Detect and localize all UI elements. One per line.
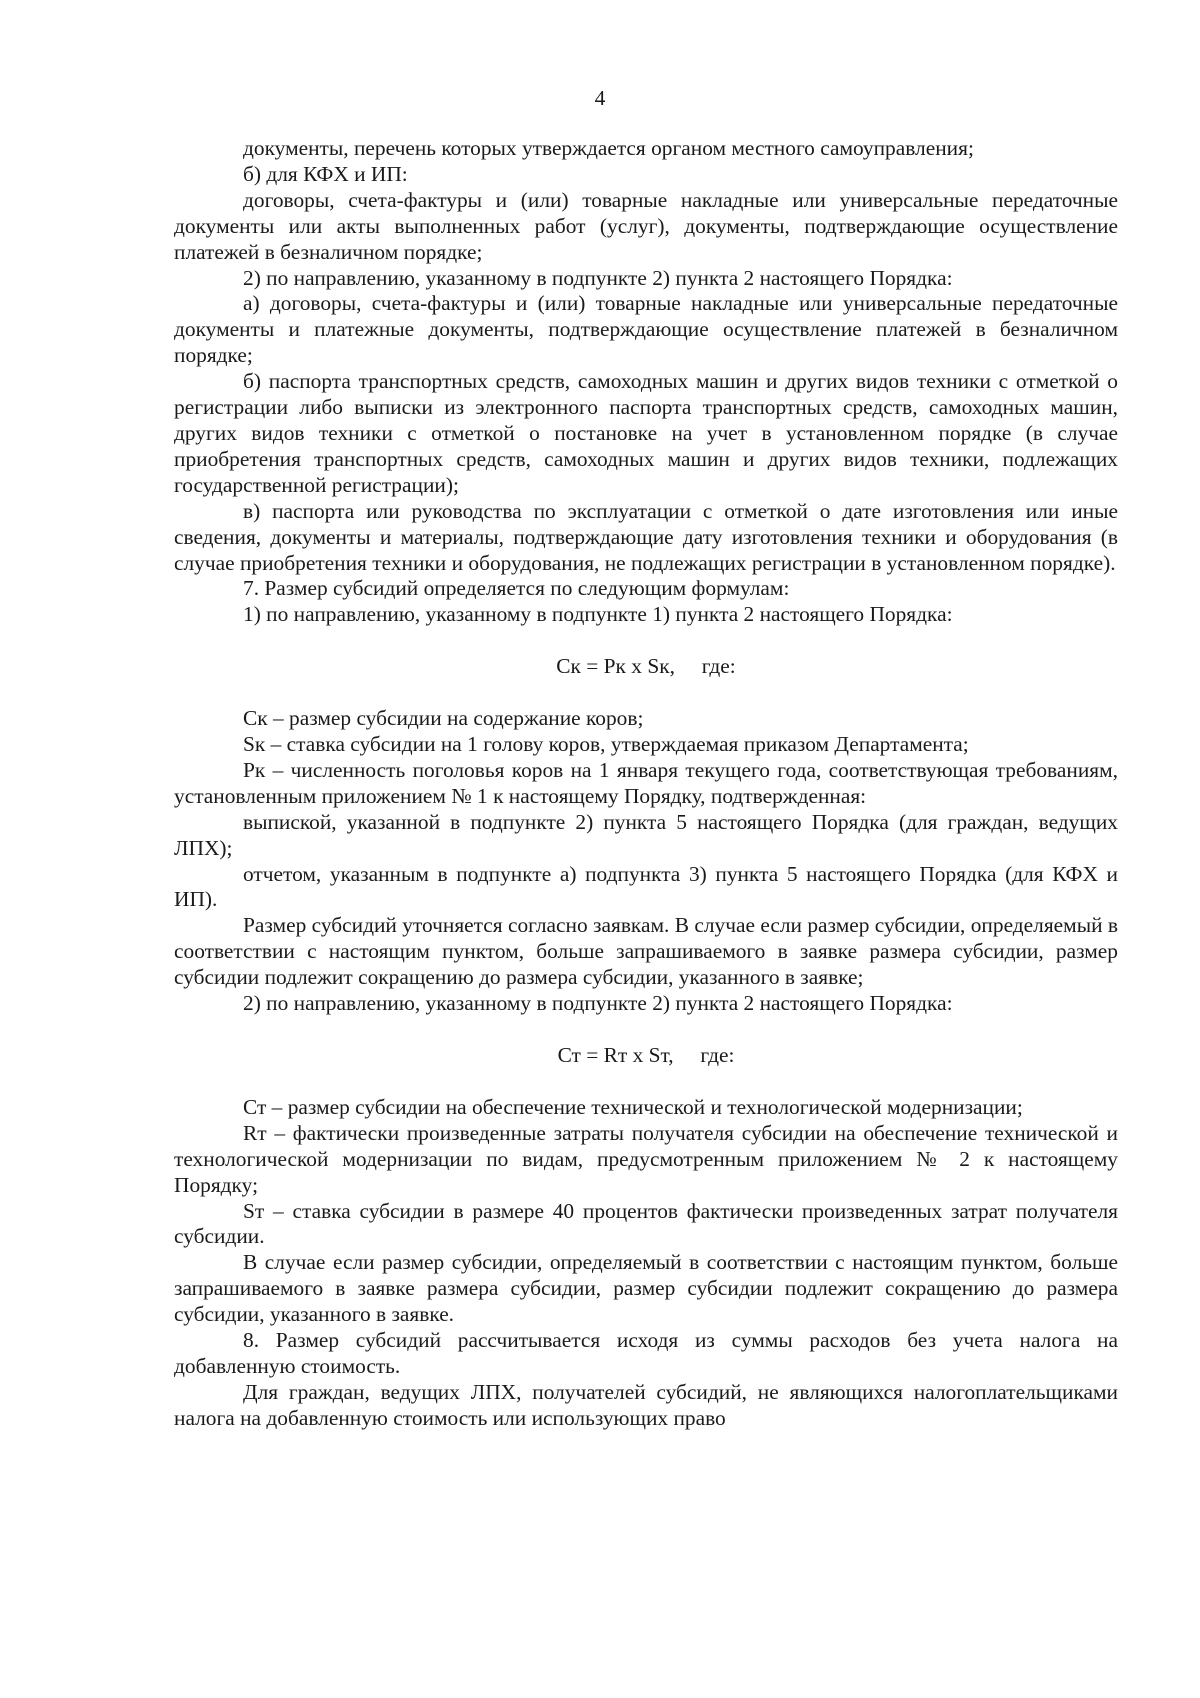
paragraph: в) паспорта или руководства по эксплуатации с отметкой о дате изготовления или иные сведения, документы и материалы, подтверждающие дату изготовления техники и оборудования (в случае приобретения техники и оборудования, не подлежащих регистрации в установленном порядке). [174,498,1118,575]
paragraph: выпиской, указанной в подпункте 2) пункта 5 настоящего Порядка (для граждан, ведущих ЛПХ); [174,809,1118,860]
paragraph: Рк – численность поголовья коров на 1 января текущего года, соответствующая требованиям, установленным приложением № 1 к настоящему Порядку, подтвержденная: [174,757,1118,808]
paragraph: Rт – фактически произведенные затраты получателя субсидии на обеспечение технической и технологической модернизации по видам, предусмотренным приложением № 2 к настоящему Порядку; [174,1120,1118,1197]
paragraph: В случае если размер субсидии, определяемый в соответствии с настоящим пунктом, больше запрашиваемого в заявке размера субсидии, размер субсидии подлежит сокращению до размера субсидии, указанного в заявке. [174,1250,1118,1327]
page-number: 4 [594,86,606,110]
paragraph: документы, перечень которых утверждается органом местного самоуправления; [243,136,974,160]
document-body [174,136,1118,1432]
paragraph: 1) по направлению, указанному в подпункте 1) пункта 2 настоящего Порядка: [243,602,953,627]
paragraph: б) для КФХ и ИП: [243,161,408,186]
paragraph: 2) по направлению, указанному в подпункте 2) пункта 2 настоящего Порядка: [243,991,953,1016]
paragraph: договоры, счета-фактуры и (или) товарные накладные или универсальные передаточные документы или акты выполненных работ (услуг), документы, подтверждающие осуществление платежей в безналичном порядке; [174,187,1118,264]
paragraph: 8. Размер субсидий рассчитывается исходя из суммы расходов без учета налога на добавленную стоимость. [174,1328,1118,1378]
paragraph: б) паспорта транспортных средств, самоходных машин и других видов техники с отметкой о регистрации либо выписки из электронного паспорта транспортных средств, самоходных машин, других видов техники с отметкой о постановке на учет в установленном порядке (в случае приобретения транспортных средств, самоходных машин и других видов техники, подлежащих государственной регистрации); [174,369,1118,497]
formula-tech: Ст = Rт х Sт, где: [557,1043,735,1067]
paragraph: отчетом, указанным в подпункте а) подпункта 3) пункта 5 настоящего Порядка (для КФХ и ИП). [174,861,1118,912]
paragraph: Размер субсидий уточняется согласно заявкам. В случае если размер субсидии, определяемый в соответствии с настоящим пунктом, больше запрашиваемого в заявке размера субсидии, размер субсидии подлежит сокращению до размера субсидии, указанного в заявке; [174,913,1118,990]
paragraph: Для граждан, ведущих ЛПХ, получателей субсидий, не являющихся налогоплательщиками налога на добавленную стоимость или использующих право [174,1379,1118,1430]
paragraph: Sт – ставка субсидии в размере 40 процентов фактически произведенных затрат получателя субсидии. [174,1198,1118,1249]
paragraph: Ск – размер субсидии на содержание коров; [243,706,644,731]
formula-cows: Ск = Рк х Sк, где: [556,654,736,679]
paragraph: Ст – размер субсидии на обеспечение технической и технологической модернизации; [243,1094,1023,1119]
paragraph: а) договоры, счета-фактуры и (или) товарные накладные или универсальные передаточные документы и платежные документы, подтверждающие осуществление платежей в безналичном порядке; [174,291,1118,368]
paragraph: 7. Размер субсидий определяется по следующим формулам: [243,576,790,601]
paragraph: 2) по направлению, указанному в подпункте 2) пункта 2 настоящего Порядка: [243,265,953,290]
paragraph: Sк – ставка субсидии на 1 голову коров, утверждаемая приказом Департамента; [243,732,969,757]
